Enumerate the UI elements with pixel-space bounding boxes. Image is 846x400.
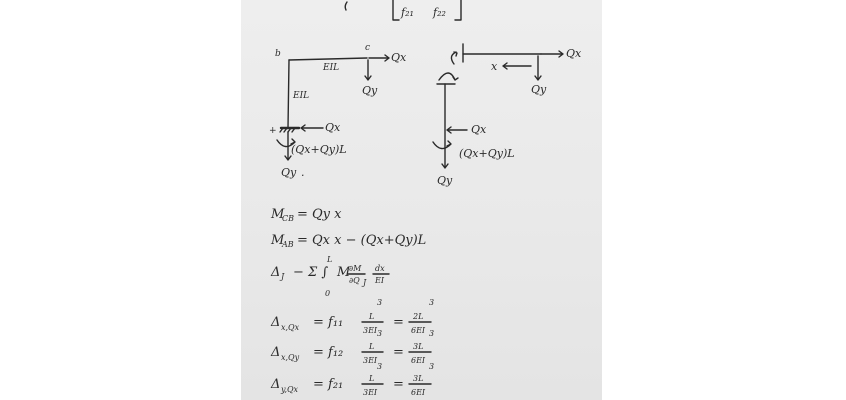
eq-dxqy-f: = f₁₂ <box>313 345 344 360</box>
eq-dxqx-num2: 2L <box>413 312 424 321</box>
load-qx-right-top: Qx <box>566 47 582 60</box>
arrow-qx-base <box>301 125 323 131</box>
end-mark: . <box>301 166 305 179</box>
arrow-qy-right-base <box>442 148 448 168</box>
eq-dyqx-sub: y,Qx <box>281 385 299 394</box>
node-c-label: c <box>365 43 371 53</box>
eq-dxqy-sub: x,Qy <box>281 353 300 362</box>
moment-arrow-right-base <box>433 141 451 149</box>
equation-m-ab <box>270 233 426 249</box>
equation-delta-j <box>270 255 389 298</box>
equations-block <box>270 207 434 397</box>
eq-mcb-lhs: M <box>271 207 285 222</box>
eq-delta-lhs: Δ <box>271 265 281 280</box>
moment-arrow-column-top <box>439 73 458 80</box>
eq-dxqx-lhs: Δ <box>271 315 281 330</box>
node-b-label: b <box>275 49 281 59</box>
eq-dxqx-den: 3EI <box>363 326 378 335</box>
eq-mcb-sub: CB <box>282 214 294 223</box>
eq-delta-frac2-num: dx <box>375 264 385 273</box>
eq-delta-frac2-den: EI <box>375 276 384 285</box>
arrow-qx-right-base <box>447 127 467 133</box>
handwritten-notes-drawing <box>241 0 602 400</box>
matrix-entry-f21: f₂₁ <box>401 6 414 19</box>
eq-mcb-rhs: = Qy x <box>297 207 342 222</box>
eq-dyqx-exp: 3 <box>377 362 383 371</box>
matrix-bracket-left <box>393 0 399 20</box>
load-qx-top: Qx <box>391 51 407 64</box>
eq-dxqy-exp: 3 <box>377 329 383 338</box>
eq-dyqx-num: L <box>369 374 375 383</box>
equation-delta-y-qx <box>270 362 434 397</box>
eq-delta-lower: 0 <box>325 289 331 298</box>
matrix-fragment <box>345 0 461 20</box>
arrow-qx-right-top <box>541 51 563 57</box>
beam-bc <box>289 58 367 60</box>
load-qx-right-base: Qx <box>471 123 487 136</box>
partial-symbol <box>345 2 347 10</box>
eq-delta-sub: J <box>281 272 285 281</box>
eq-dxqx-exp: 3 <box>377 298 383 307</box>
equation-m-cb <box>270 207 342 223</box>
eq-delta-upper: L <box>327 255 333 264</box>
eq-dyqx-f: = f₂₁ <box>313 377 344 392</box>
eq-delta-frac1-den-sub: J <box>363 278 367 287</box>
frame-diagram-left <box>269 43 407 179</box>
eq-delta-frac1-num: ∂M <box>349 264 362 273</box>
right-base-moment-label: (Qx+Qy)L <box>459 147 515 160</box>
x-coordinate-arrow <box>503 63 531 69</box>
base-moment-label: (Qx+Qy)L <box>291 143 347 156</box>
eq-dxqx-den2: 6EI <box>411 326 426 335</box>
load-qy-top: Qy <box>362 84 378 97</box>
eq-delta-sum: − Σ ∫ <box>293 265 329 280</box>
handwritten-notes-photo <box>241 0 602 400</box>
eq-dxqy-den: 3EI <box>363 356 378 365</box>
moment-arrow-top <box>451 52 457 64</box>
eq-dyqx-den2: 6EI <box>411 388 426 397</box>
eq-dxqx-eq: = <box>393 315 404 330</box>
eq-mab-lhs: M <box>271 233 285 248</box>
column-ab <box>288 60 289 128</box>
eq-delta-frac1-den: ∂Q <box>349 276 360 285</box>
eq-dxqy-num: L <box>369 342 375 351</box>
eq-dxqy-eq: = <box>393 345 404 360</box>
eq-dyqx-den: 3EI <box>363 388 378 397</box>
eq-dxqy-num2: 3L <box>413 342 424 351</box>
eq-dxqx-num: L <box>369 312 375 321</box>
equation-delta-x-qy <box>270 329 434 365</box>
eq-dxqx-f: = f₁₁ <box>313 315 344 330</box>
x-coordinate-label: x <box>491 60 498 73</box>
eq-delta-body: M <box>337 265 351 280</box>
frame-diagram-right <box>433 44 582 187</box>
eq-dxqx-sub: x,Qx <box>281 323 300 332</box>
eq-mab-rhs: = Qx x − (Qx+Qy)L <box>297 233 427 248</box>
matrix-bracket-right <box>455 0 461 20</box>
matrix-entry-f22: f₂₂ <box>433 6 446 19</box>
eq-dyqx-eq: = <box>393 377 404 392</box>
eq-dxqx-exp2: 3 <box>429 298 435 307</box>
eq-dyqx-num2: 3L <box>413 374 424 383</box>
eq-dxqy-den2: 6EI <box>411 356 426 365</box>
eq-dyqx-lhs: Δ <box>271 377 281 392</box>
arrow-qx-top <box>369 55 389 61</box>
load-qy-right-top: Qy <box>531 83 547 96</box>
arrow-qy-right-top <box>535 56 541 80</box>
base-node-label: + <box>269 126 277 136</box>
eq-dxqy-exp2: 3 <box>429 329 435 338</box>
beam-label: EIL <box>323 63 340 73</box>
arrow-qy-top <box>365 60 371 80</box>
load-qx-base: Qx <box>325 121 341 134</box>
eq-mab-sub: AB <box>282 240 294 249</box>
eq-dxqy-lhs: Δ <box>271 345 281 360</box>
eq-dyqx-exp2: 3 <box>429 362 435 371</box>
load-qy-right-base: Qy <box>437 174 453 187</box>
column-label: EIL <box>293 91 310 101</box>
load-qy-base: Qy <box>281 166 297 179</box>
equation-delta-x-qx <box>270 298 434 335</box>
